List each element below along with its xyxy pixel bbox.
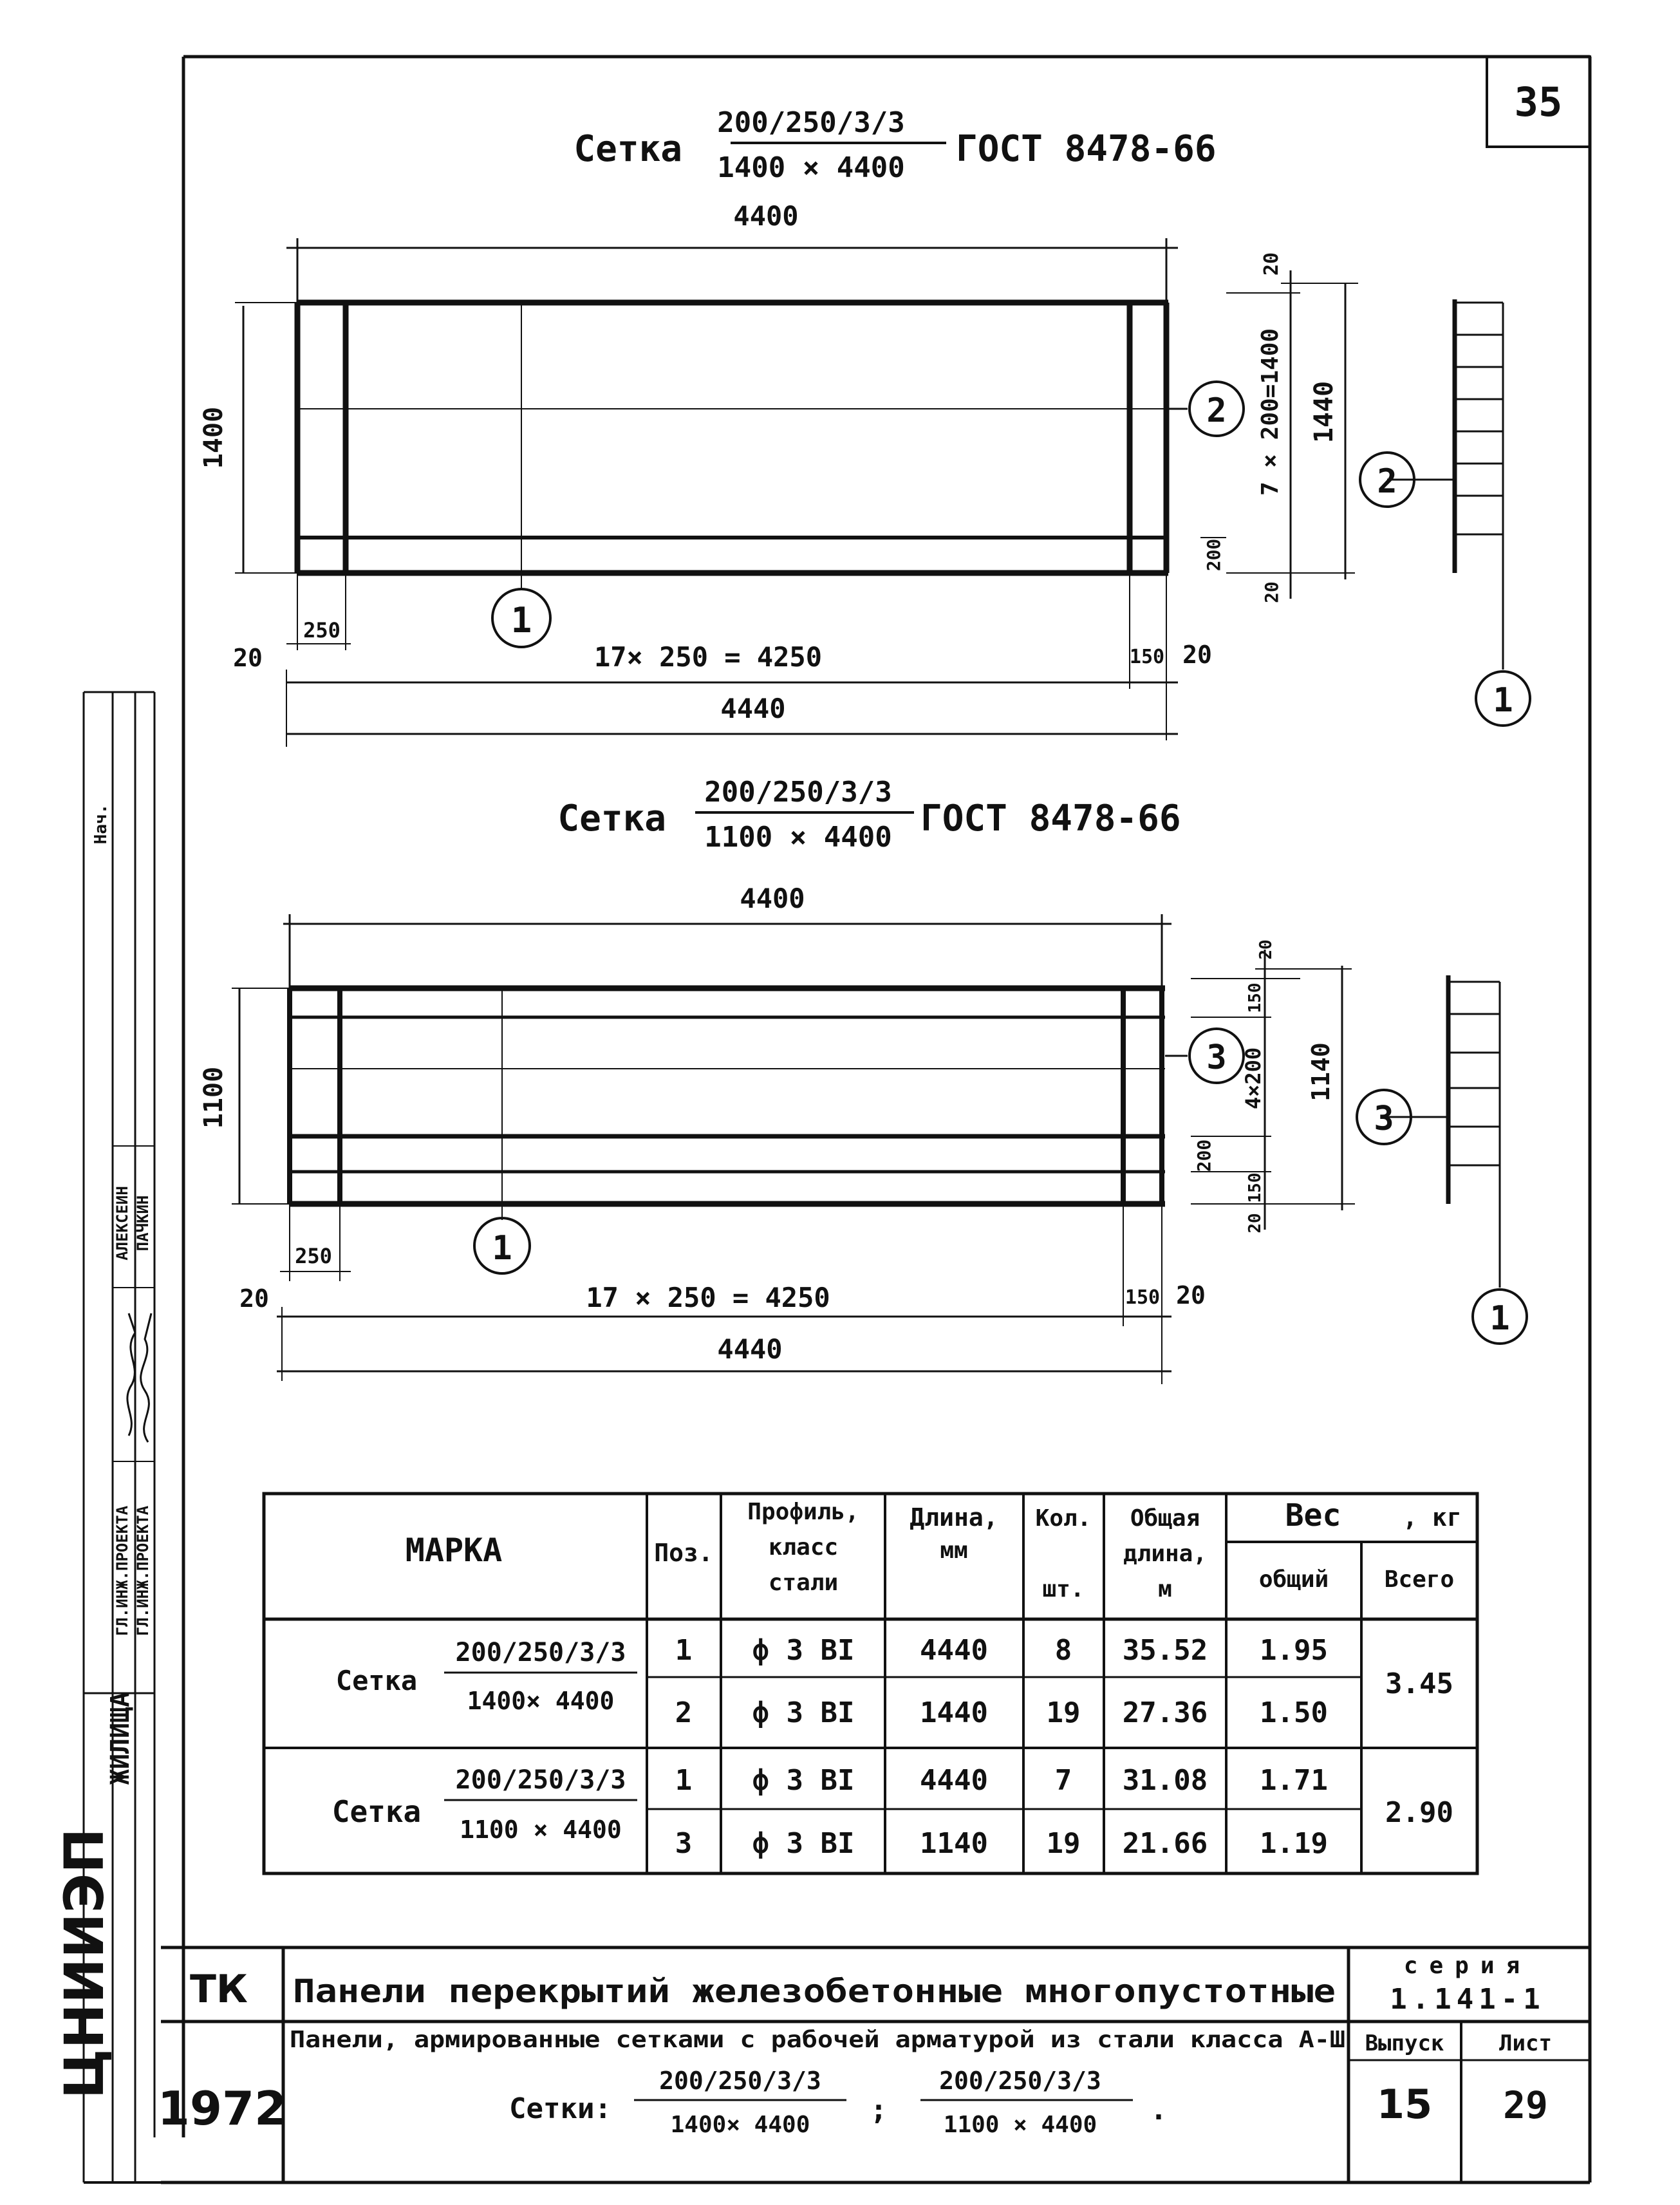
mesh1-side-20-top: 20 [1260, 252, 1283, 276]
table-header-poz: Поз. [654, 1539, 713, 1567]
signature-2 [141, 1313, 151, 1442]
side-stamp-nach: Нач. [91, 803, 111, 845]
mesh2-section-pos1: 1 [1489, 1299, 1510, 1338]
mesh2-side-150-bottom: 150 [1246, 1172, 1265, 1203]
mesh1-side-total: 1440 [1309, 380, 1339, 444]
table-header-kol-1: Кол. [1035, 1505, 1092, 1532]
table-cell-dlina: 1140 [920, 1827, 988, 1860]
table-cell-dlina: 4440 [920, 1634, 988, 1667]
sheet-frame [84, 57, 1590, 2182]
table-row [675, 1764, 1328, 1797]
table-cell-kol: 8 [1054, 1634, 1072, 1667]
mesh1-dim-total: 4440 [720, 693, 786, 724]
table-header-ves: Вес [1285, 1497, 1341, 1534]
table-cell-kol: 7 [1054, 1764, 1072, 1797]
table-cell-ves: 1.95 [1260, 1634, 1328, 1667]
mesh1-title-gost: ГОСТ 8478-66 [956, 128, 1217, 170]
table-cell-poz: 1 [675, 1634, 693, 1667]
table-group1-frac-bottom: 1400× 4400 [467, 1687, 615, 1715]
mesh1-dim-20-right: 20 [1182, 641, 1212, 669]
mesh1-dim-height: 1400 [199, 406, 229, 469]
table-header-obsh-3: м [1158, 1576, 1172, 1602]
table-row [675, 1634, 1328, 1667]
mesh1-side-20-bottom: 20 [1261, 581, 1282, 603]
side-stamp-name-3: ПАЧКИН [134, 1195, 152, 1252]
page-number-box [1487, 57, 1590, 147]
mesh1-dim-250: 250 [303, 618, 341, 643]
table-header-ves-unit: , кг [1403, 1503, 1462, 1532]
table-header-profil-2: класс [768, 1534, 839, 1561]
table-cell-ves: 1.71 [1260, 1764, 1328, 1797]
mesh2-side-200: 200 [1193, 1139, 1215, 1172]
table-group2-frac-top: 200/250/3/3 [455, 1765, 626, 1795]
table-row [675, 1696, 1328, 1729]
mesh-drawing-2 [199, 776, 1527, 1384]
mesh2-title-frac-top: 200/250/3/3 [704, 776, 892, 809]
title-block-subtitle-1: Панели, армированные сетками с рабочей арматурой из стали класса А-Ш [290, 2027, 1345, 2053]
title-block-separator: ; [870, 2094, 888, 2126]
mesh2-side-20-top: 20 [1256, 939, 1276, 960]
table-header-marka: МАРКА [405, 1532, 503, 1569]
mesh2-dim-150: 150 [1125, 1286, 1161, 1309]
mesh-drawing-1 [199, 106, 1530, 747]
side-stamp-name-2: АЛЕКСЕИН [113, 1186, 131, 1261]
table-cell-obsh: 35.52 [1122, 1634, 1208, 1667]
table-header-obsh-1: Общая [1130, 1505, 1200, 1532]
mesh1-title-word: Сетка [574, 128, 682, 170]
mesh2-dim-total: 4440 [717, 1333, 783, 1365]
table-header-kol-2: шт. [1042, 1576, 1085, 1602]
title-block-seria-label: серия [1403, 1953, 1532, 1979]
mesh2-side-total: 1140 [1307, 1042, 1335, 1102]
title-block-list-value: 29 [1503, 2083, 1548, 2127]
table-cell-poz: 3 [675, 1827, 693, 1860]
title-block-tk: ТК [190, 1967, 248, 2012]
mesh1-dim-span: 17× 250 = 4250 [593, 641, 823, 673]
title-block-vypusk-value: 15 [1376, 2081, 1433, 2128]
table-row [675, 1827, 1328, 1860]
mesh1-side-200: 200 [1203, 538, 1224, 572]
title-block-list-label: Лист [1499, 2031, 1552, 2056]
page-number: 35 [1514, 79, 1563, 126]
table-header-dlina-2: мм [940, 1537, 968, 1564]
mesh1-section-pos1: 1 [1493, 681, 1513, 720]
mesh1-dim-top: 4400 [733, 200, 799, 232]
mesh2-pos3-callout: 3 [1206, 1038, 1227, 1077]
mesh2-dim-250: 250 [295, 1244, 332, 1268]
table-cell-profil: ф 3 ВI [752, 1764, 855, 1797]
table-header-profil-3: стали [768, 1570, 839, 1596]
signature-1 [127, 1313, 135, 1436]
mesh2-title-frac-bottom: 1100 × 4400 [704, 821, 892, 854]
mesh1-section-pos2: 2 [1377, 462, 1397, 501]
table-group1-total: 3.45 [1385, 1667, 1453, 1700]
table-cell-profil: ф 3 ВI [752, 1634, 855, 1667]
mesh1-pos1-callout: 1 [510, 600, 532, 641]
table-group2-frac-bottom: 1100 × 4400 [460, 1816, 622, 1844]
table-cell-dlina: 1440 [920, 1696, 988, 1729]
table-cell-ves: 1.19 [1260, 1827, 1328, 1860]
title-block-frac1-bottom: 1400× 4400 [670, 2112, 810, 2138]
table-group1-word: Сетка [335, 1665, 418, 1696]
mesh2-dim-20-left: 20 [239, 1284, 269, 1313]
title-block-vypusk-label: Выпуск [1365, 2031, 1444, 2056]
table-cell-poz: 1 [675, 1764, 693, 1797]
title-block-end-dot: . [1150, 2094, 1168, 2126]
mesh2-pos1-callout: 1 [492, 1229, 512, 1268]
mesh2-dim-height: 1100 [199, 1066, 229, 1129]
mesh2-dim-20-right: 20 [1176, 1281, 1206, 1309]
table-cell-kol: 19 [1046, 1696, 1081, 1729]
mesh2-dim-top: 4400 [740, 883, 805, 914]
title-block [158, 1947, 1590, 2182]
side-stamp [53, 692, 154, 2182]
mesh2-section-pos3: 3 [1374, 1100, 1394, 1138]
mesh2-side-150-top: 150 [1246, 982, 1265, 1013]
table-header-obsh-2: длина, [1123, 1541, 1208, 1567]
table-cell-profil: ф 3 ВI [752, 1696, 855, 1729]
table-header-dlina-1: Длина, [910, 1503, 998, 1532]
title-block-subtitle-word: Сетки: [509, 2092, 611, 2125]
table-header-ves-obsh: общий [1258, 1566, 1329, 1593]
side-stamp-role-1: ГЛ.ИНЖ.ПРОЕКТА [113, 1505, 131, 1637]
spec-table [264, 1494, 1477, 1873]
mesh2-side-20-bottom: 20 [1246, 1213, 1265, 1234]
mesh2-title-gost: ГОСТ 8478-66 [920, 798, 1181, 840]
side-stamp-name-1: ЖИЛИЩА [106, 1691, 135, 1785]
mesh2-side-spacing: 4×200 [1241, 1047, 1265, 1110]
table-cell-obsh: 21.66 [1122, 1827, 1208, 1860]
title-block-year: 1972 [157, 2081, 287, 2135]
title-block-seria-value: 1.141-1 [1390, 1983, 1545, 2016]
table-group1-frac-top: 200/250/3/3 [455, 1638, 626, 1667]
table-cell-dlina: 4440 [920, 1764, 988, 1797]
table-group2-word: Сетка [331, 1794, 422, 1829]
title-block-frac2-top: 200/250/3/3 [939, 2067, 1101, 2095]
table-cell-kol: 19 [1046, 1827, 1081, 1860]
table-cell-ves: 1.50 [1260, 1696, 1328, 1729]
title-block-main-title: Панели перекрытий железобетонные многопустотные [293, 1973, 1336, 2010]
mesh1-title-frac-bottom: 1400 × 4400 [717, 151, 905, 184]
title-block-frac1-top: 200/250/3/3 [659, 2067, 821, 2095]
table-header-ves-vsego: Всего [1384, 1566, 1455, 1593]
mesh1-dim-150: 150 [1129, 646, 1165, 668]
mesh2-title-word: Сетка [557, 798, 666, 840]
title-block-frac2-bottom: 1100 × 4400 [943, 2112, 1097, 2138]
mesh1-side-spacing: 7 × 200=1400 [1257, 328, 1283, 496]
table-group2-total: 2.90 [1385, 1796, 1453, 1829]
side-stamp-role-2: ГЛ.ИНЖ.ПРОЕКТА [134, 1505, 152, 1637]
table-header-profil-1: Профиль, [747, 1499, 859, 1525]
mesh1-pos2-callout: 2 [1206, 391, 1227, 430]
mesh2-dim-span: 17 × 250 = 4250 [586, 1282, 830, 1313]
table-cell-obsh: 31.08 [1122, 1764, 1208, 1797]
table-cell-obsh: 27.36 [1122, 1696, 1208, 1729]
table-cell-profil: ф 3 ВI [752, 1827, 855, 1860]
side-stamp-org: ЦНИИЭП [53, 1828, 116, 2099]
table-cell-poz: 2 [675, 1696, 693, 1729]
mesh1-dim-20-left: 20 [233, 644, 263, 672]
mesh1-title-frac-top: 200/250/3/3 [717, 106, 905, 139]
